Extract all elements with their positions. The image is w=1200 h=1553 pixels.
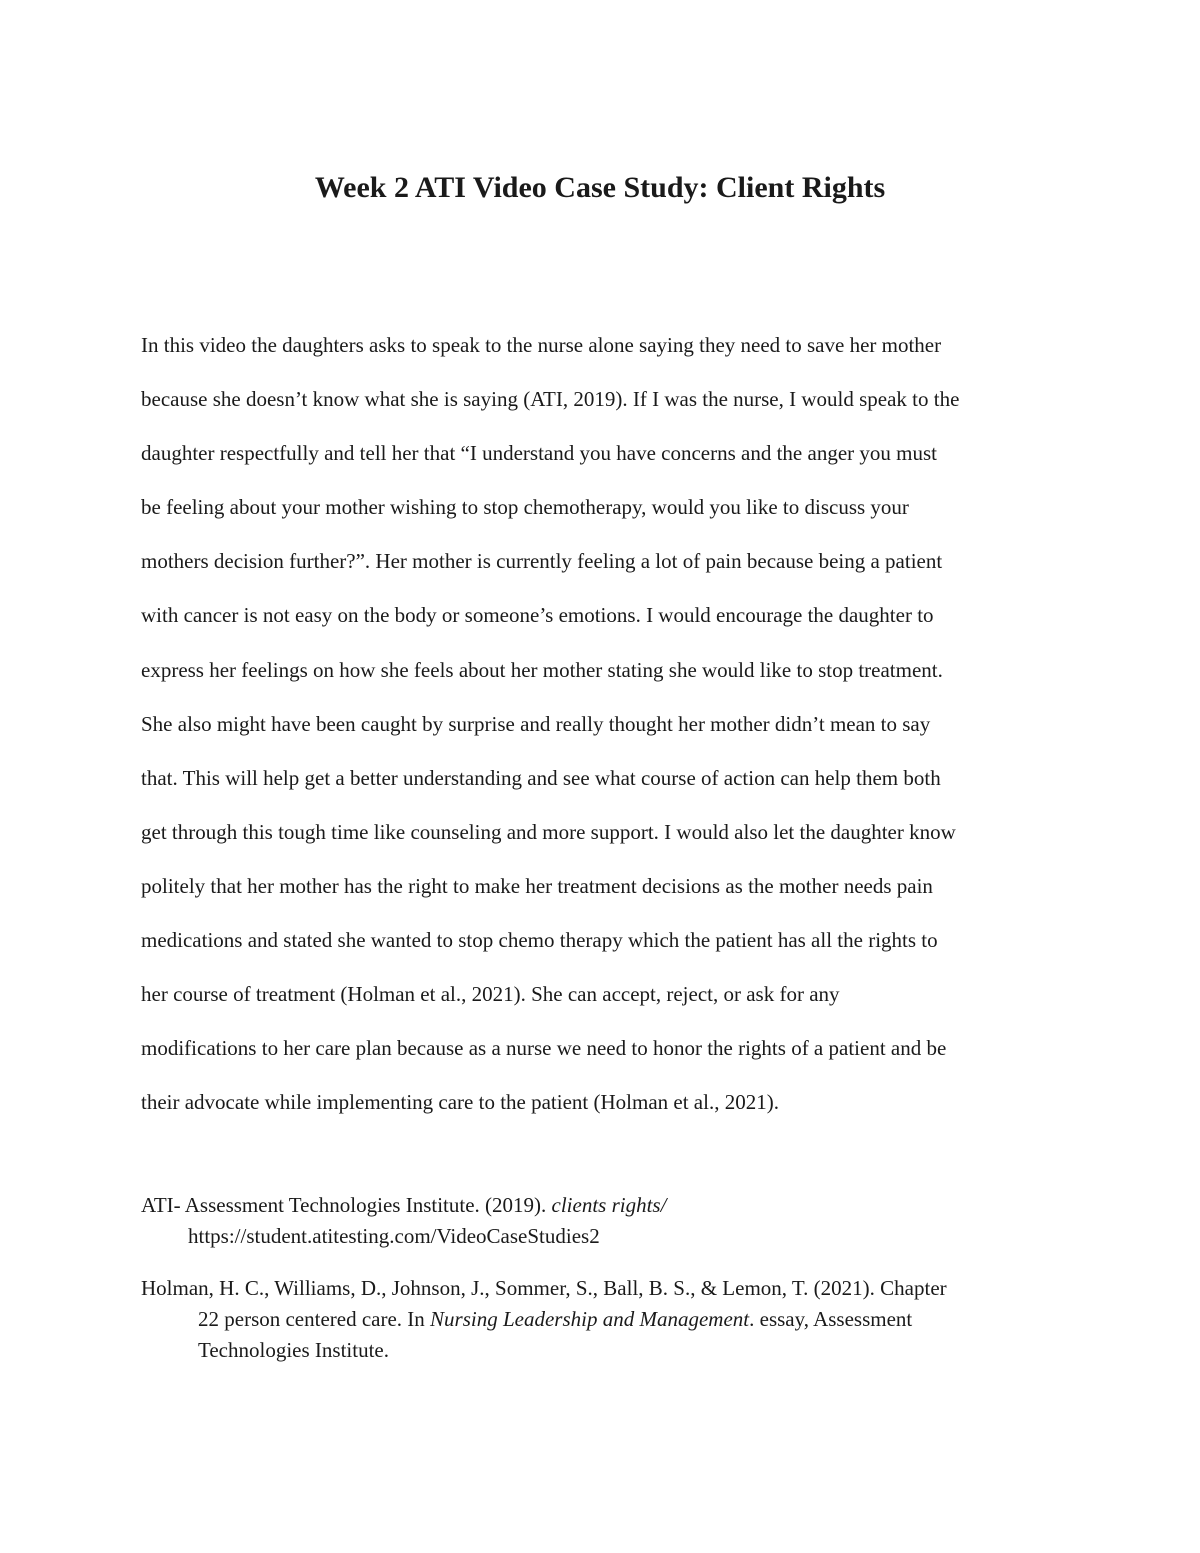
document-title: Week 2 ATI Video Case Study: Client Rights (314, 171, 886, 204)
body-paragraph (141, 318, 1066, 1129)
body-line: express her feelings on how she feels about her mother stating she would like to stop treatment. (141, 657, 943, 682)
reference-line (141, 1304, 1071, 1335)
reference-entry-holman (141, 1273, 1071, 1366)
reference-url: https://student.atitesting.com/VideoCaseStudies2 (188, 1224, 600, 1248)
reference-line: Holman, H. C., Williams, D., Johnson, J., Sommer, S., Ball, B. S., & Lemon, T. (2021). Chapter (141, 1276, 947, 1300)
reference-line: Technologies Institute. (198, 1338, 389, 1362)
body-line: because she doesn’t know what she is saying (ATI, 2019). If I was the nurse, I would speak to the (141, 387, 960, 412)
reference-text: . essay, Assessment (749, 1307, 913, 1331)
body-line: their advocate while implementing care to the patient (Holman et al., 2021). (141, 1090, 779, 1115)
body-line: be feeling about your mother wishing to stop chemotherapy, would you like to discuss your (141, 495, 909, 520)
reference-list (141, 1190, 1071, 1366)
body-line: She also might have been caught by surprise and really thought her mother didn’t mean to say (141, 711, 931, 736)
reference-line (141, 1190, 1071, 1221)
reference-entry-ati (141, 1190, 1071, 1252)
body-line: mothers decision further?”. Her mother is currently feeling a lot of pain because being a patient (141, 549, 943, 574)
reference-text: ATI- Assessment Technologies Institute. (2019). (141, 1193, 552, 1217)
reference-text: 22 person centered care. In (198, 1307, 431, 1331)
body-line: In this video the daughters asks to speak to the nurse alone saying they need to save her mother (141, 333, 942, 357)
body-line: daughter respectfully and tell her that “I understand you have concerns and the anger you must (141, 441, 937, 466)
body-line: modifications to her care plan because as a nurse we need to honor the rights of a patient and be (141, 1036, 947, 1061)
body-line: medications and stated she wanted to stop chemo therapy which the patient has all the rights to (141, 928, 938, 953)
body-line: that. This will help get a better understanding and see what course of action can help them both (141, 765, 941, 790)
body-line: with cancer is not easy on the body or someone’s emotions. I would encourage the daughter to (141, 603, 934, 628)
body-line: her course of treatment (Holman et al., 2021). She can accept, reject, or ask for any (141, 982, 840, 1007)
body-line: get through this tough time like counseling and more support. I would also let the daughter know (141, 819, 956, 844)
reference-book-title-italic: Nursing Leadership and Management (430, 1307, 750, 1331)
reference-title-italic: clients rights/ (551, 1193, 667, 1217)
body-line: politely that her mother has the right to make her treatment decisions as the mother needs pain (141, 873, 933, 898)
